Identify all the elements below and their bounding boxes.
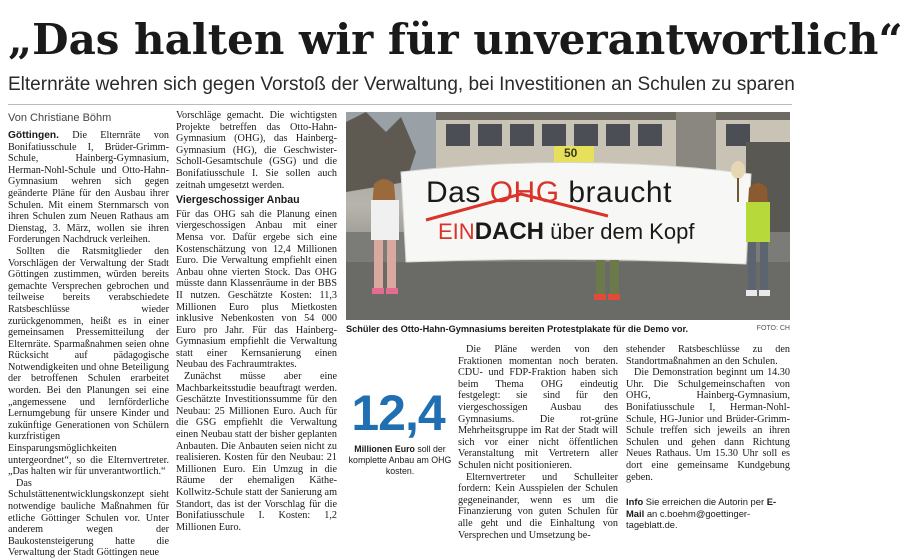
caption-text: Schüler des Otto-Hahn-Gymnasiums bereiten Protestplakate für die Demo vor. xyxy=(346,324,689,334)
photo-credit: FOTO: CH xyxy=(756,325,790,332)
paragraph: Vorschläge gemacht. Die wichtigsten Projekte betreffen das Otto-Hahn-Gymnasium (OHG), das Hainberg-Gymnasium (HG), die Geschwister-Scholl-Gesamtschule (GSG) und die Bonifatiusschule I. Sie sollen auch zeitnah umgesetzt werden. xyxy=(176,110,337,191)
paragraph: stehender Ratsbeschlüsse zu den Standortmaßnahmen an den Schulen. xyxy=(626,344,790,367)
banner-word-dach: DACH xyxy=(474,218,545,245)
dateline: Göttingen. xyxy=(8,130,59,141)
protest-photo xyxy=(346,112,790,320)
author-byline: Von Christiane Böhm xyxy=(8,112,112,124)
banner-word: Das xyxy=(426,176,490,209)
factbox-note-bold: Millionen Euro xyxy=(354,444,415,454)
header-divider xyxy=(8,104,792,105)
author-contact-info xyxy=(626,496,790,531)
info-label: Info xyxy=(626,496,644,507)
banner-line-2 xyxy=(438,218,694,246)
yellow-sign-text: 50 xyxy=(564,146,578,160)
article-column-2 xyxy=(176,110,337,546)
paragraph: Sollten die Ratsmitglieder den Vorschlägen der Verwaltung der Stadt Göttingen zustimmen, würden bereits gemachte Versprechen gebrochen und teilweise bereits verabschiedete Ratsbeschlüsse wieder zurückgenommen, heißt es in einer gemeinsamen Pressemitteilung der Elternräte. Sparmaßnahmen seien ohne Rücksicht auf pädagogische Notwendigkeiten und ohne Beteiligung der betroffenen Schulen erarbeitet worden. Bei den Planungen sei eine „angemessene und lernförderliche Lernumgebung für unsere Kinder und zukünftige Generationen von Schülern kurzfristigen Einsparungsmöglichkeiten untergeordnet“, so die Elternvertreter. „Das halten wir für unverantwortlich.“ xyxy=(8,245,169,478)
photo-scene xyxy=(346,112,790,320)
banner-word-ein: EIN xyxy=(438,219,475,244)
banner-line-1 xyxy=(426,176,672,210)
factbox-number: 12,4 xyxy=(351,385,445,441)
email-label: E-Mail xyxy=(626,496,777,519)
banner-word-ohg: OHG xyxy=(489,176,560,209)
photo-caption xyxy=(346,322,790,336)
banner-word: braucht xyxy=(559,176,672,209)
paragraph: Elternvertreter und Schulleiter fordern: Kein Ausspielen der Schulen gegeneinander, wenn es um die Finanzierung von guten Schulen für alle geht und die Einhaltung von Versprechen und Umsetzung be- xyxy=(458,471,618,541)
paragraph xyxy=(8,130,169,246)
banner-word: über dem Kopf xyxy=(544,219,695,244)
article-column-1 xyxy=(8,130,170,559)
factbox-note xyxy=(346,444,454,477)
section-heading: Viergeschossiger Anbau xyxy=(176,194,300,207)
factbox-note-text: soll der komplette Anbau am OHG kosten. xyxy=(348,444,452,476)
email-address: an c.boehm@goettinger-tageblatt.de. xyxy=(626,507,751,531)
headline: „Das halten wir für unverantwortlich“ xyxy=(8,15,903,64)
info-text: Sie erreichen die Autorin per xyxy=(643,496,767,507)
paragraph: Für das OHG sah die Planung einen viergeschossigen Anbau mit einer Mensa vor. Dafür ergebe sich eine Kostenschätzung von 12,4 Millionen Euro. Die Verwaltung empfiehlt einen Anbau ohne vierten Stock. Das OHG müsste dann Klassenräume in der BBS II nutzen. Geschätzte Kosten: 11,3 Millionen Euro plus Mietkosten inklusive Nebenkosten von 54 000 Euro pro Jahr. Für das Hainberg-Gymnasium empfiehlt die Verwaltung statt einer Kernsanierung einen Neubau des Fachraumtraktes. xyxy=(176,208,337,371)
paragraph: Die Demonstration beginnt um 14.30 Uhr. Die Schulgemeinschaften von OHG, Hainberg-Gymnasium, Bonifatiusschule I, Herman-Nohl-Schule, HG-Junior und Brüder-Grimm-Schule treffen sich jeweils an ihren Schulen und gehen dann Richtung Neues Rathaus. Um 15.30 Uhr soll es dort eine gemeinsame Kundgebung geben. xyxy=(626,367,790,483)
article-column-3 xyxy=(458,344,618,546)
paragraph: Zunächst müsse aber eine Machbarkeitsstudie beauftragt werden. Geschätzte Investitionssumme für den Neubau: 25 Millionen Euro. Auch für die GSG empfiehlt die Verwaltung einen Neubau statt der bisher geplanten Anbauten. Die Anbauten seien nicht zu realisieren. Kosten für den Neubau: 21 Millionen Euro. Ein Umzug in die Räume der ehemaligen Käthe-Kollwitz-Schule statt der Sanierung am Standort, das ist der Vorschlag für die Bonifatiusschule I. Kosten: 1,2 Millionen Euro. xyxy=(176,371,337,533)
paragraph-text: Die Elternräte von Bonifatiusschule I, Brüder-Grimm-Schule, Hainberg-Gymnasium, Herman-Nohl-Schule und Otto-Hahn-Gymnasium wehren sich gegen geänderte Pläne für den Ausbau ihrer Schulen. Mit einem Sternmarsch von ihren Schulen zum Neuen Rathaus am Dienstag, 3. März, wollen sie ihren Forderungen Nachdruck verleihen. xyxy=(8,130,170,246)
subheadline: Elternräte wehren sich gegen Vorstoß der Verwaltung, bei Investitionen an Schulen zu sparen xyxy=(8,74,795,95)
paragraph: Die Pläne werden von den Fraktionen momentan noch beraten. CDU- und FDP-Fraktion haben sich beim Thema OHG eindeutig festgelegt: sie sind für den viergeschossigen Ausbau des Gymnasiums. Die rot-grüne Mehrheitsgruppe im Rat der Stadt will sich vor einer nicht öffentlichen Veranstaltung mit Vertretern aller Schulen nicht positionieren. xyxy=(458,344,618,471)
paragraph: Das Schulstättenentwicklungskonzept sieht notwendige bauliche Maßnahmen für etliche Göttinger Schulen vor. Unter anderem wegen der Baukostensteigerung hatte die Verwaltung der Stadt Göttingen neue xyxy=(8,477,169,559)
